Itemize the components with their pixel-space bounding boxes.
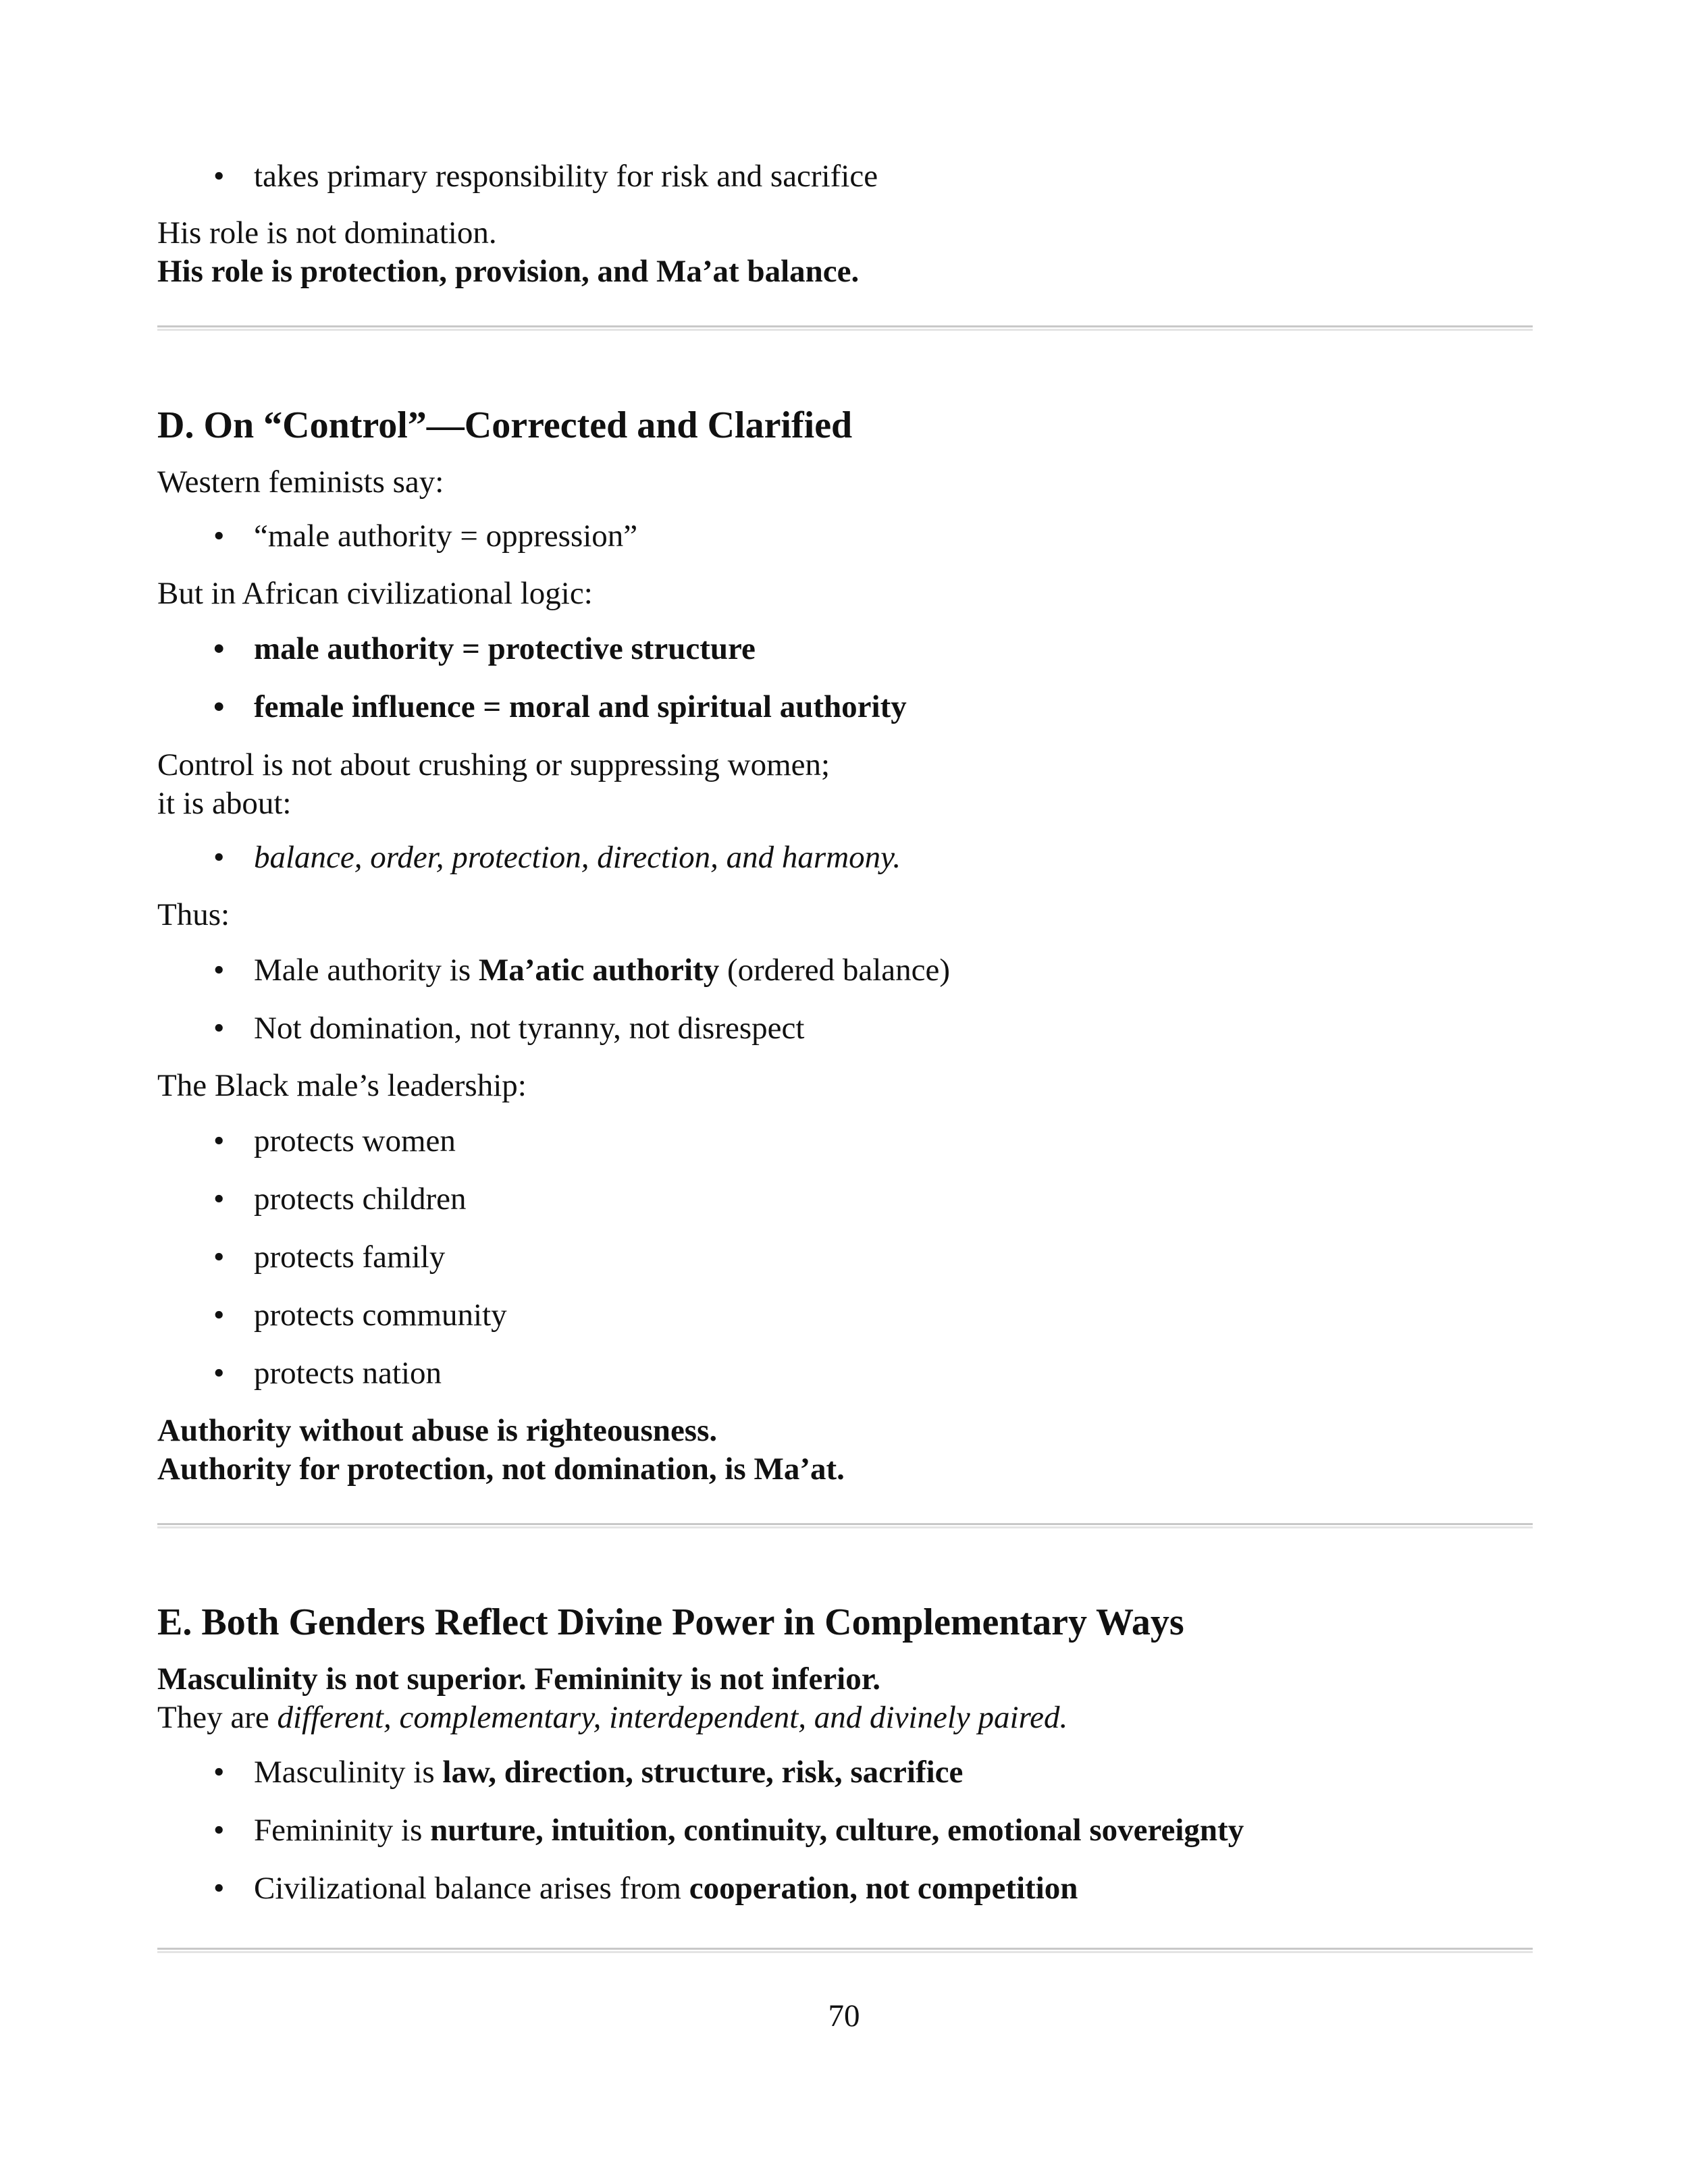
list-item — [213, 1009, 805, 1048]
bullet-marker: • — [213, 1240, 225, 1275]
text-run: Masculinity is — [254, 1755, 443, 1790]
list-item-text: Not domination, not tyranny, not disrespect — [254, 1011, 805, 1046]
list-item — [213, 1354, 442, 1393]
text-run: Femininity is — [254, 1813, 431, 1848]
list-item — [213, 1238, 446, 1277]
text-run: (ordered balance) — [719, 953, 951, 988]
bullet-marker: • — [213, 631, 225, 666]
bullet-marker: • — [213, 1181, 225, 1217]
list-item-text: female influence = moral and spiritual authority — [254, 689, 907, 724]
list-item-text: male authority = protective structure — [254, 631, 756, 666]
list-item-text: protects nation — [254, 1356, 442, 1391]
bullet-marker: • — [213, 159, 225, 194]
list-item-text: balance, order, protection, direction, and harmony. — [254, 840, 901, 875]
list-item — [213, 688, 907, 726]
list-item — [213, 1753, 964, 1792]
list-item — [213, 1180, 467, 1219]
list-item — [213, 1122, 456, 1161]
list-item — [213, 838, 901, 877]
paragraph-text: Thus: — [157, 897, 230, 932]
section-heading-d: D. On “Control”—Corrected and Clarified — [157, 404, 853, 446]
text-run: Male authority is — [254, 953, 479, 988]
list-item-text: protects family — [254, 1240, 446, 1275]
bullet-marker: • — [213, 1871, 225, 1906]
list-item-text — [254, 1869, 1078, 1908]
text-run: Civilizational balance arises from — [254, 1871, 689, 1906]
horizontal-divider — [157, 1948, 1533, 1953]
bold-statement: His role is protection, provision, and Ma’at balance. — [157, 254, 860, 289]
list-item-text: “male authority = oppression” — [254, 518, 638, 554]
list-item — [213, 630, 756, 668]
paragraph-text: His role is not domination. — [157, 215, 497, 250]
list-item — [213, 1811, 1244, 1850]
bullet-marker: • — [213, 840, 225, 875]
bullet-marker: • — [213, 1298, 225, 1333]
bold-text-run: law, direction, structure, risk, sacrifice — [442, 1755, 964, 1790]
list-item — [213, 1296, 507, 1335]
bullet-marker: • — [213, 1123, 225, 1158]
bold-text-run: cooperation, not competition — [689, 1871, 1078, 1906]
list-item-text: takes primary responsibility for risk and sacrifice — [254, 159, 878, 194]
bullet-marker: • — [213, 1356, 225, 1391]
bullet-marker: • — [213, 953, 225, 988]
section-heading-e: E. Both Genders Reflect Divine Power in Complementary Ways — [157, 1601, 1184, 1643]
paragraph-text: Control is not about crushing or suppressing women; — [157, 747, 830, 782]
list-item-text — [254, 1753, 963, 1792]
page-number: 70 — [828, 1998, 860, 2033]
list-item — [213, 517, 638, 556]
list-item-text: protects community — [254, 1298, 507, 1333]
paragraph-text: Western feminists say: — [157, 464, 444, 500]
paragraph-text: But in African civilizational logic: — [157, 576, 593, 611]
italic-text-run: different, complementary, interdependent, and divinely paired. — [277, 1700, 1068, 1735]
bullet-marker: • — [213, 518, 225, 554]
list-item-text — [254, 951, 950, 990]
bold-statement: Masculinity is not superior. Femininity is not inferior. — [157, 1661, 881, 1697]
text-run: They are — [157, 1700, 278, 1735]
bold-text-run: nurture, intuition, continuity, culture, emotional sovereignty — [430, 1813, 1244, 1848]
list-item — [213, 157, 878, 196]
list-item-text: protects children — [254, 1181, 467, 1217]
paragraph-text: The Black male’s leadership: — [157, 1068, 527, 1103]
bullet-marker: • — [213, 1813, 225, 1848]
bold-statement: Authority for protection, not domination, is Ma’at. — [157, 1451, 845, 1487]
list-item-text: protects women — [254, 1123, 456, 1158]
bold-text-run: Ma’atic authority — [478, 953, 720, 988]
bullet-marker: • — [213, 689, 225, 724]
horizontal-divider — [157, 1523, 1533, 1528]
horizontal-divider — [157, 325, 1533, 331]
list-item-text — [254, 1811, 1244, 1850]
bullet-marker: • — [213, 1755, 225, 1790]
paragraph-text — [157, 1699, 1067, 1737]
paragraph-text: it is about: — [157, 786, 292, 821]
list-item — [213, 1869, 1078, 1908]
bold-statement: Authority without abuse is righteousness. — [157, 1413, 718, 1448]
bullet-marker: • — [213, 1011, 225, 1046]
list-item — [213, 951, 951, 990]
